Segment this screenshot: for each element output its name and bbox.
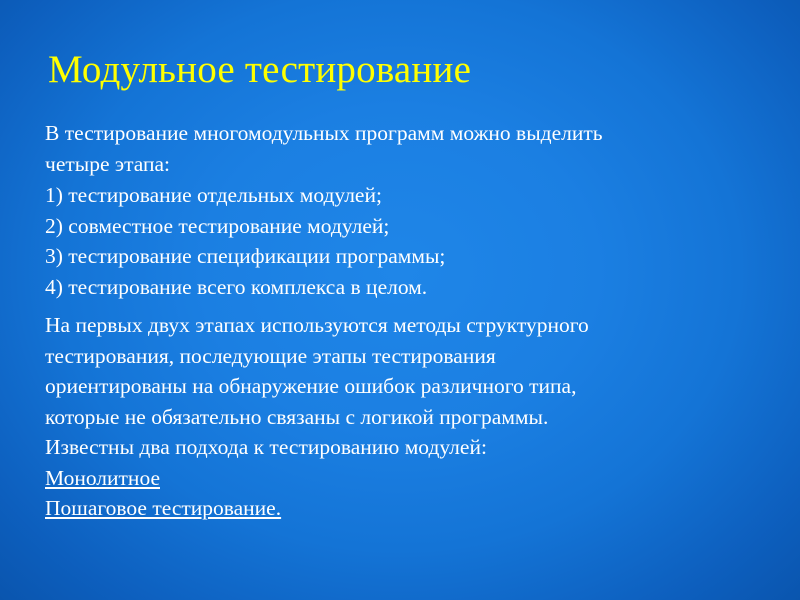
intro-line-1: В тестирование многомодульных программ можно выделить: [45, 121, 603, 145]
explanation-paragraph: [45, 310, 760, 463]
stage-item: 1) тестирование отдельных модулей;: [45, 183, 382, 208]
explanation-line: тестирования, последующие этапы тестирования: [45, 343, 496, 368]
intro-line-2: четыре этапа:: [45, 151, 171, 176]
slide-body: [45, 118, 760, 524]
stage-item: 4) тестирование всего комплекса в целом.: [45, 274, 428, 299]
explanation-line: Известны два подхода к тестированию модулей:: [45, 435, 487, 460]
stage-item: 2) совместное тестирование модулей;: [45, 213, 390, 238]
explanation-line: которые не обязательно связаны с логикой программы.: [45, 404, 549, 429]
link-stepwise[interactable]: Пошаговое тестирование.: [45, 496, 282, 521]
intro-paragraph: [45, 118, 760, 179]
page-title: Модульное тестирование: [48, 48, 472, 91]
explanation-line: На первых двух этапах используются методы структурного: [45, 313, 589, 338]
explanation-line: ориентированы на обнаружение ошибок различного типа,: [45, 374, 577, 399]
link-monolithic[interactable]: Монолитное: [45, 465, 160, 490]
stages-list: [45, 180, 760, 302]
stage-item: 3) тестирование спецификации программы;: [45, 244, 446, 269]
links-list: [45, 463, 760, 524]
